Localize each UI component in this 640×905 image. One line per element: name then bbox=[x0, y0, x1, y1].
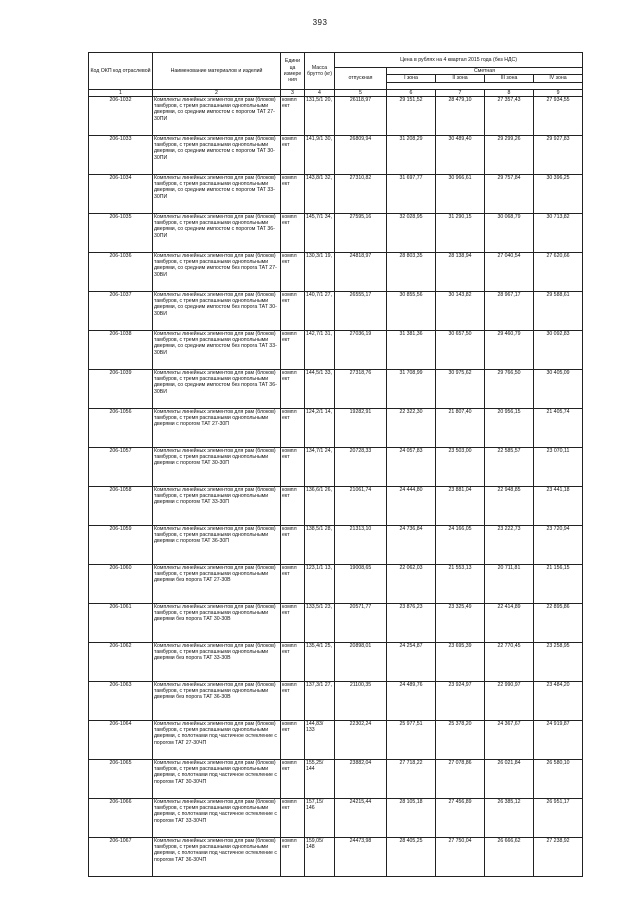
cell-zone-4-price: 23 070,11 bbox=[534, 447, 583, 486]
cell-zone-3-price: 24 367,67 bbox=[485, 720, 534, 759]
table-row bbox=[89, 174, 583, 213]
cell-name: Комплекты линейных элементов для рам (блоков) тамбуров, с тремя распашными однопольными дверями, со средним импостом без порога ТАТ 30-30ВИ bbox=[153, 291, 281, 330]
cell-zone-1-price: 28 405,25 bbox=[387, 837, 436, 876]
column-number: 8 bbox=[485, 89, 534, 96]
header-estimate: Сметная bbox=[387, 68, 583, 75]
cell-mass: 131,5/1 20, bbox=[305, 96, 335, 135]
cell-unit: компл ект bbox=[281, 447, 305, 486]
column-number: 2 bbox=[153, 89, 281, 96]
cell-zone-1-price: 23 876,23 bbox=[387, 603, 436, 642]
cell-unit: компл ект bbox=[281, 252, 305, 291]
cell-zone-3-price: 20 956,15 bbox=[485, 408, 534, 447]
cell-zone-1-price: 31 697,77 bbox=[387, 174, 436, 213]
cell-release-price: 27318,76 bbox=[335, 369, 387, 408]
cell-code: 206-1064 bbox=[89, 720, 153, 759]
cell-code: 206-1058 bbox=[89, 486, 153, 525]
table-row bbox=[89, 603, 583, 642]
column-number: 1 bbox=[89, 89, 153, 96]
cell-release-price: 27310,82 bbox=[335, 174, 387, 213]
cell-unit: компл ект bbox=[281, 720, 305, 759]
cell-unit: компл ект bbox=[281, 369, 305, 408]
cell-zone-1-price: 24 736,84 bbox=[387, 525, 436, 564]
cell-zone-4-price: 24 919,87 bbox=[534, 720, 583, 759]
cell-zone-2-price: 31 290,15 bbox=[436, 213, 485, 252]
cell-unit: компл ект bbox=[281, 603, 305, 642]
header-prices-title: Цена в рублях на 4 квартал 2015 года (без НДС) bbox=[335, 53, 583, 68]
cell-zone-3-price: 29 766,50 bbox=[485, 369, 534, 408]
price-table bbox=[88, 52, 583, 877]
table-row bbox=[89, 330, 583, 369]
cell-zone-4-price: 27 238,92 bbox=[534, 837, 583, 876]
cell-code: 206-1032 bbox=[89, 96, 153, 135]
cell-zone-2-price: 30 143,82 bbox=[436, 291, 485, 330]
cell-zone-1-price: 25 977,51 bbox=[387, 720, 436, 759]
cell-zone-3-price: 29 460,79 bbox=[485, 330, 534, 369]
cell-zone-2-price: 23 325,49 bbox=[436, 603, 485, 642]
cell-code: 206-1060 bbox=[89, 564, 153, 603]
cell-zone-2-price: 27 078,86 bbox=[436, 759, 485, 798]
cell-name: Комплекты линейных элементов для рам (блоков) тамбуров, с тремя распашными однопольными дверями, с полотнами под частичное остекление с порогом ТАТ 33-30ЧП bbox=[153, 798, 281, 837]
cell-name: Комплекты линейных элементов для рам (блоков) тамбуров, с тремя распашными однопольными дверями, со средним импостом без порога ТАТ 36-30ВИ bbox=[153, 369, 281, 408]
cell-zone-3-price: 22 585,57 bbox=[485, 447, 534, 486]
table-row bbox=[89, 759, 583, 798]
cell-zone-4-price: 23 484,20 bbox=[534, 681, 583, 720]
cell-name: Комплекты линейных элементов для рам (блоков) тамбуров, с тремя распашными однопольными дверями с порогом ТАТ 33-30П bbox=[153, 486, 281, 525]
cell-zone-1-price: 31 208,29 bbox=[387, 135, 436, 174]
cell-zone-2-price: 21 807,40 bbox=[436, 408, 485, 447]
cell-zone-4-price: 29 927,83 bbox=[534, 135, 583, 174]
table-row bbox=[89, 525, 583, 564]
cell-name: Комплекты линейных элементов для рам (блоков) тамбуров, с тремя распашными однопольными дверями с порогом ТАТ 36-30П bbox=[153, 525, 281, 564]
table-row bbox=[89, 408, 583, 447]
cell-name: Комплекты линейных элементов для рам (блоков) тамбуров, с тремя распашными однопольными дверями, с полотнами под частичное остекление с порогом ТАТ 27-30ЧП bbox=[153, 720, 281, 759]
cell-zone-3-price: 23 222,73 bbox=[485, 525, 534, 564]
cell-code: 206-1057 bbox=[89, 447, 153, 486]
cell-unit: компл ект bbox=[281, 135, 305, 174]
cell-zone-2-price: 30 657,50 bbox=[436, 330, 485, 369]
cell-release-price: 19008,65 bbox=[335, 564, 387, 603]
table-row bbox=[89, 837, 583, 876]
cell-name: Комплекты линейных элементов для рам (блоков) тамбуров, с тремя распашными однопольными дверями без порога ТАТ 30-30В bbox=[153, 603, 281, 642]
cell-release-price: 19282,91 bbox=[335, 408, 387, 447]
cell-zone-3-price: 27 357,43 bbox=[485, 96, 534, 135]
cell-zone-2-price: 25 378,20 bbox=[436, 720, 485, 759]
table-row bbox=[89, 447, 583, 486]
table-row bbox=[89, 798, 583, 837]
table-row bbox=[89, 681, 583, 720]
cell-zone-4-price: 30 092,83 bbox=[534, 330, 583, 369]
cell-zone-3-price: 26 666,62 bbox=[485, 837, 534, 876]
cell-mass: 130,3/1 19, bbox=[305, 252, 335, 291]
cell-code: 206-1059 bbox=[89, 525, 153, 564]
cell-zone-2-price: 30 975,62 bbox=[436, 369, 485, 408]
cell-release-price: 24818,97 bbox=[335, 252, 387, 291]
cell-name: Комплекты линейных элементов для рам (блоков) тамбуров, с тремя распашными однопольными дверями, со средним импостом с порогом ТАТ 30-30ПИ bbox=[153, 135, 281, 174]
cell-mass: 124,2/1 14, bbox=[305, 408, 335, 447]
cell-unit: компл ект bbox=[281, 96, 305, 135]
cell-zone-2-price: 30 966,61 bbox=[436, 174, 485, 213]
column-number: 7 bbox=[436, 89, 485, 96]
cell-code: 206-1061 bbox=[89, 603, 153, 642]
cell-unit: компл ект bbox=[281, 174, 305, 213]
cell-zone-2-price: 23 695,39 bbox=[436, 642, 485, 681]
cell-zone-1-price: 31 708,99 bbox=[387, 369, 436, 408]
cell-name: Комплекты линейных элементов для рам (блоков) тамбуров, с тремя распашными однопольными дверями, со средним импостом с порогом ТАТ 36-30ПИ bbox=[153, 213, 281, 252]
cell-release-price: 27595,16 bbox=[335, 213, 387, 252]
cell-unit: компл ект bbox=[281, 408, 305, 447]
cell-code: 206-1066 bbox=[89, 798, 153, 837]
column-number: 5 bbox=[335, 89, 387, 96]
table-row bbox=[89, 213, 583, 252]
cell-zone-2-price: 24 166,05 bbox=[436, 525, 485, 564]
cell-zone-4-price: 23 720,94 bbox=[534, 525, 583, 564]
column-number: 9 bbox=[534, 89, 583, 96]
cell-zone-2-price: 23 503,00 bbox=[436, 447, 485, 486]
cell-zone-1-price: 31 381,36 bbox=[387, 330, 436, 369]
cell-zone-3-price: 22 770,45 bbox=[485, 642, 534, 681]
cell-mass: 159,05/ 148 bbox=[305, 837, 335, 876]
header-name: Наименование материалов и изделий bbox=[153, 53, 281, 90]
cell-zone-3-price: 29 757,84 bbox=[485, 174, 534, 213]
cell-code: 206-1056 bbox=[89, 408, 153, 447]
cell-mass: 157,15/ 146 bbox=[305, 798, 335, 837]
cell-name: Комплекты линейных элементов для рам (блоков) тамбуров, с тремя распашными однопольными дверями, со средним импостом без порога ТАТ 27-30ВИ bbox=[153, 252, 281, 291]
cell-zone-4-price: 30 405,09 bbox=[534, 369, 583, 408]
cell-mass: 141,9/1 30, bbox=[305, 135, 335, 174]
cell-code: 206-1038 bbox=[89, 330, 153, 369]
cell-release-price: 20898,01 bbox=[335, 642, 387, 681]
cell-zone-4-price: 21 405,74 bbox=[534, 408, 583, 447]
cell-code: 206-1033 bbox=[89, 135, 153, 174]
cell-zone-4-price: 30 713,82 bbox=[534, 213, 583, 252]
cell-zone-3-price: 26 385,12 bbox=[485, 798, 534, 837]
cell-code: 206-1062 bbox=[89, 642, 153, 681]
cell-zone-1-price: 27 718,22 bbox=[387, 759, 436, 798]
cell-release-price: 27036,19 bbox=[335, 330, 387, 369]
cell-name: Комплекты линейных элементов для рам (блоков) тамбуров, с тремя распашными однопольными дверями без порога ТАТ 36-30В bbox=[153, 681, 281, 720]
cell-zone-1-price: 22 322,30 bbox=[387, 408, 436, 447]
cell-mass: 134,7/1 24, bbox=[305, 447, 335, 486]
cell-zone-4-price: 27 934,55 bbox=[534, 96, 583, 135]
cell-code: 206-1036 bbox=[89, 252, 153, 291]
table-row bbox=[89, 720, 583, 759]
cell-unit: компл ект bbox=[281, 291, 305, 330]
cell-mass: 144,5/1 33, bbox=[305, 369, 335, 408]
cell-unit: компл ект bbox=[281, 486, 305, 525]
table-row bbox=[89, 252, 583, 291]
cell-zone-4-price: 29 588,61 bbox=[534, 291, 583, 330]
cell-release-price: 24215,44 bbox=[335, 798, 387, 837]
cell-zone-3-price: 29 299,26 bbox=[485, 135, 534, 174]
cell-code: 206-1039 bbox=[89, 369, 153, 408]
cell-name: Комплекты линейных элементов для рам (блоков) тамбуров, с тремя распашными однопольными дверями, со средним импостом с порогом ТАТ 33-30ПИ bbox=[153, 174, 281, 213]
cell-unit: компл ект bbox=[281, 564, 305, 603]
cell-unit: компл ект bbox=[281, 642, 305, 681]
cell-release-price: 26809,94 bbox=[335, 135, 387, 174]
cell-release-price: 20571,77 bbox=[335, 603, 387, 642]
column-number: 6 bbox=[387, 89, 436, 96]
cell-mass: 136,6/1 26, bbox=[305, 486, 335, 525]
cell-zone-3-price: 22 948,85 bbox=[485, 486, 534, 525]
cell-zone-3-price: 26 021,84 bbox=[485, 759, 534, 798]
cell-unit: компл ект bbox=[281, 681, 305, 720]
cell-zone-3-price: 30 068,79 bbox=[485, 213, 534, 252]
cell-code: 206-1063 bbox=[89, 681, 153, 720]
cell-zone-4-price: 30 396,25 bbox=[534, 174, 583, 213]
cell-zone-2-price: 23 881,04 bbox=[436, 486, 485, 525]
cell-release-price: 21100,35 bbox=[335, 681, 387, 720]
cell-mass: 140,7/1 27, bbox=[305, 291, 335, 330]
table-row bbox=[89, 96, 583, 135]
cell-zone-1-price: 29 151,52 bbox=[387, 96, 436, 135]
cell-zone-3-price: 27 040,54 bbox=[485, 252, 534, 291]
cell-code: 206-1034 bbox=[89, 174, 153, 213]
header-spacer bbox=[387, 82, 583, 89]
table-row bbox=[89, 291, 583, 330]
cell-zone-4-price: 23 441,18 bbox=[534, 486, 583, 525]
cell-zone-2-price: 30 489,40 bbox=[436, 135, 485, 174]
cell-name: Комплекты линейных элементов для рам (блоков) тамбуров, с тремя распашными однопольными дверями, с полотнами под частичное остекление с порогом ТАТ 36-30ЧП bbox=[153, 837, 281, 876]
cell-zone-3-price: 22 414,89 bbox=[485, 603, 534, 642]
cell-mass: 143,8/1 32, bbox=[305, 174, 335, 213]
table-row bbox=[89, 369, 583, 408]
header-zone-3: III зона bbox=[485, 75, 534, 82]
cell-zone-3-price: 22 990,97 bbox=[485, 681, 534, 720]
cell-zone-2-price: 27 456,89 bbox=[436, 798, 485, 837]
header-unit: Едини ца измере ния bbox=[281, 53, 305, 90]
cell-release-price: 20728,33 bbox=[335, 447, 387, 486]
cell-zone-4-price: 26 951,17 bbox=[534, 798, 583, 837]
cell-unit: компл ект bbox=[281, 837, 305, 876]
cell-name: Комплекты линейных элементов для рам (блоков) тамбуров, с тремя распашными однопольными дверями с порогом ТАТ 27-30П bbox=[153, 408, 281, 447]
cell-code: 206-1067 bbox=[89, 837, 153, 876]
cell-zone-1-price: 24 489,76 bbox=[387, 681, 436, 720]
cell-zone-1-price: 24 057,83 bbox=[387, 447, 436, 486]
header-zone-2: II зона bbox=[436, 75, 485, 82]
cell-zone-1-price: 24 444,80 bbox=[387, 486, 436, 525]
cell-zone-4-price: 23 258,95 bbox=[534, 642, 583, 681]
cell-zone-1-price: 28 105,18 bbox=[387, 798, 436, 837]
cell-name: Комплекты линейных элементов для рам (блоков) тамбуров, с тремя распашными однопольными дверями, с полотнами под частичное остекление с порогом ТАТ 30-30ЧП bbox=[153, 759, 281, 798]
cell-zone-2-price: 28 479,10 bbox=[436, 96, 485, 135]
cell-release-price: 26118,97 bbox=[335, 96, 387, 135]
cell-name: Комплекты линейных элементов для рам (блоков) тамбуров, с тремя распашными однопольными дверями без порога ТАТ 33-30В bbox=[153, 642, 281, 681]
header-release: отпускная bbox=[335, 68, 387, 90]
cell-name: Комплекты линейных элементов для рам (блоков) тамбуров, с тремя распашными однопольными дверями, со средним импостом без порога ТАТ 33-30ВИ bbox=[153, 330, 281, 369]
cell-zone-3-price: 20 711,81 bbox=[485, 564, 534, 603]
cell-zone-2-price: 21 553,13 bbox=[436, 564, 485, 603]
cell-mass: 144,83/ 133 bbox=[305, 720, 335, 759]
cell-zone-1-price: 24 254,87 bbox=[387, 642, 436, 681]
cell-zone-2-price: 28 138,94 bbox=[436, 252, 485, 291]
cell-code: 206-1035 bbox=[89, 213, 153, 252]
table-row bbox=[89, 642, 583, 681]
cell-zone-4-price: 22 895,86 bbox=[534, 603, 583, 642]
cell-release-price: 21313,10 bbox=[335, 525, 387, 564]
header-mass: Масса брутто (кг) bbox=[305, 53, 335, 90]
cell-unit: компл ект bbox=[281, 798, 305, 837]
table-row bbox=[89, 486, 583, 525]
cell-zone-2-price: 23 924,97 bbox=[436, 681, 485, 720]
cell-zone-3-price: 28 967,17 bbox=[485, 291, 534, 330]
header-zone-1: I зона bbox=[387, 75, 436, 82]
cell-code: 206-1037 bbox=[89, 291, 153, 330]
column-number: 4 bbox=[305, 89, 335, 96]
cell-name: Комплекты линейных элементов для рам (блоков) тамбуров, с тремя распашными однопольными дверями без порога ТАТ 27-30В bbox=[153, 564, 281, 603]
cell-unit: компл ект bbox=[281, 759, 305, 798]
cell-unit: компл ект bbox=[281, 330, 305, 369]
cell-mass: 138,5/1 28, bbox=[305, 525, 335, 564]
table-row bbox=[89, 135, 583, 174]
cell-release-price: 22302,24 bbox=[335, 720, 387, 759]
header-code: Код ОКП код отраслевой bbox=[89, 53, 153, 90]
cell-zone-4-price: 21 156,15 bbox=[534, 564, 583, 603]
cell-mass: 137,3/1 27, bbox=[305, 681, 335, 720]
cell-mass: 133,5/1 23, bbox=[305, 603, 335, 642]
column-number-row bbox=[89, 89, 583, 96]
cell-zone-4-price: 26 580,10 bbox=[534, 759, 583, 798]
cell-code: 206-1065 bbox=[89, 759, 153, 798]
table-row bbox=[89, 564, 583, 603]
cell-unit: компл ект bbox=[281, 213, 305, 252]
cell-name: Комплекты линейных элементов для рам (блоков) тамбуров, с тремя распашными однопольными дверями с порогом ТАТ 30-30П bbox=[153, 447, 281, 486]
cell-mass: 123,1/1 13, bbox=[305, 564, 335, 603]
column-number: 3 bbox=[281, 89, 305, 96]
header-zone-4: IV зона bbox=[534, 75, 583, 82]
cell-release-price: 26555,17 bbox=[335, 291, 387, 330]
cell-release-price: 23882,04 bbox=[335, 759, 387, 798]
cell-release-price: 24473,98 bbox=[335, 837, 387, 876]
cell-mass: 135,4/1 25, bbox=[305, 642, 335, 681]
cell-zone-1-price: 28 803,35 bbox=[387, 252, 436, 291]
cell-zone-1-price: 22 062,03 bbox=[387, 564, 436, 603]
cell-zone-1-price: 32 028,95 bbox=[387, 213, 436, 252]
cell-name: Комплекты линейных элементов для рам (блоков) тамбуров, с тремя распашными однопольными дверями, со средним импостом с порогом ТАТ 27-30ПИ bbox=[153, 96, 281, 135]
cell-zone-1-price: 30 855,56 bbox=[387, 291, 436, 330]
cell-mass: 145,7/1 34, bbox=[305, 213, 335, 252]
cell-zone-4-price: 27 620,66 bbox=[534, 252, 583, 291]
cell-release-price: 21061,74 bbox=[335, 486, 387, 525]
cell-unit: компл ект bbox=[281, 525, 305, 564]
cell-mass: 142,7/1 31, bbox=[305, 330, 335, 369]
cell-mass: 155,25/ 144 bbox=[305, 759, 335, 798]
cell-zone-2-price: 27 750,04 bbox=[436, 837, 485, 876]
page-number: 393 bbox=[312, 18, 328, 27]
